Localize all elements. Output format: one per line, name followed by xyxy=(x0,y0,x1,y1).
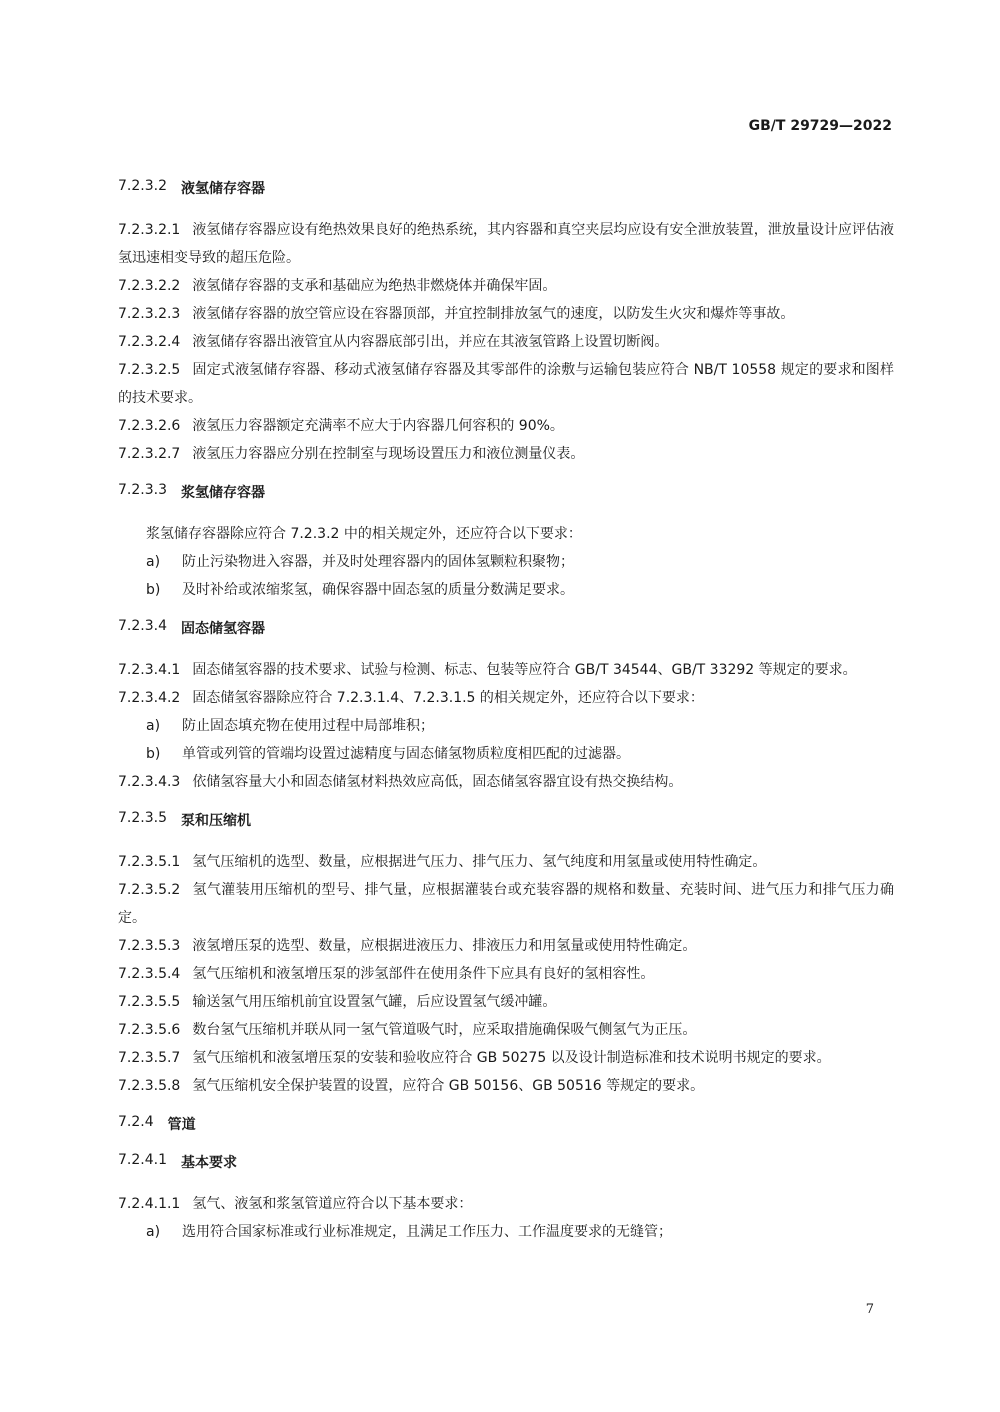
list-text: 单管或列管的管端均设置过滤精度与固态储氢物质粒度相匹配的过滤器。 xyxy=(182,746,630,762)
section-heading xyxy=(118,618,894,638)
section-number: 7.2.4.1 xyxy=(118,1152,167,1168)
clause xyxy=(118,1044,894,1072)
clause xyxy=(118,356,894,412)
section-title: 管道 xyxy=(167,1117,196,1133)
standard-code-header: GB/T 29729—2022 xyxy=(748,118,892,134)
clause xyxy=(118,656,894,684)
section-number: 7.2.3.4 xyxy=(118,618,167,634)
section-title: 基本要求 xyxy=(180,1155,237,1171)
document-body xyxy=(118,178,894,1246)
clause-text: 固态储氢容器的技术要求、试验与检测、标志、包装等应符合 GB/T 34544、GB/T 33292 等规定的要求。 xyxy=(192,662,857,678)
clause-number: 7.2.3.4.2 xyxy=(118,690,181,706)
clause-number: 7.2.3.5.2 xyxy=(118,882,181,898)
section-title: 泵和压缩机 xyxy=(180,813,251,829)
section-heading xyxy=(118,178,894,198)
clause-number: 7.2.3.2.4 xyxy=(118,334,181,350)
clause xyxy=(118,876,894,932)
clause-text: 液氢增压泵的选型、数量，应根据进液压力、排液压力和用氢量或使用特性确定。 xyxy=(192,938,697,954)
clause xyxy=(118,300,894,328)
list-text: 防止污染物进入容器，并及时处理容器内的固体氢颗粒积聚物； xyxy=(182,554,574,570)
section-title: 固态储氢容器 xyxy=(180,621,265,637)
clause-number: 7.2.3.2.6 xyxy=(118,418,181,434)
section-heading xyxy=(118,1152,894,1172)
list-item xyxy=(118,1218,894,1246)
clause-text: 氢气灌装用压缩机的型号、排气量，应根据灌装台或充装容器的规格和数量、充装时间、进气压力和排气压力确定。 xyxy=(118,882,894,926)
clause-text: 输送氢气用压缩机前宜设置氢气罐，后应设置氢气缓冲罐。 xyxy=(192,994,557,1010)
list-text: 及时补给或浓缩浆氢，确保容器中固态氢的质量分数满足要求。 xyxy=(182,582,574,598)
clause xyxy=(118,848,894,876)
clause-number: 7.2.4.1.1 xyxy=(118,1196,181,1212)
list-item xyxy=(118,548,894,576)
clause-number: 7.2.3.2.7 xyxy=(118,446,181,462)
list-marker: a) xyxy=(146,718,161,734)
list-marker: a) xyxy=(146,554,161,570)
clause-number: 7.2.3.2.3 xyxy=(118,306,181,322)
clause xyxy=(118,988,894,1016)
clause-number: 7.2.3.5.1 xyxy=(118,854,181,870)
clause xyxy=(118,768,894,796)
section-heading xyxy=(118,1114,894,1134)
section-heading xyxy=(118,482,894,502)
clause xyxy=(118,1072,894,1100)
clause-number: 7.2.3.2.5 xyxy=(118,362,181,378)
clause-number: 7.2.3.4.3 xyxy=(118,774,181,790)
clause-text: 氢气、液氢和浆氢管道应符合以下基本要求： xyxy=(192,1196,473,1212)
clause xyxy=(118,272,894,300)
clause xyxy=(118,932,894,960)
clause-text: 固态储氢容器除应符合 7.2.3.1.4、7.2.3.1.5 的相关规定外，还应符合以下要求： xyxy=(192,690,704,706)
clause-number: 7.2.3.4.1 xyxy=(118,662,181,678)
clause-text: 氢气压缩机和液氢增压泵的安装和验收应符合 GB 50275 以及设计制造标准和技术说明书规定的要求。 xyxy=(192,1050,831,1066)
list-item xyxy=(118,740,894,768)
clause xyxy=(118,412,894,440)
clause-number: 7.2.3.5.4 xyxy=(118,966,181,982)
section-number: 7.2.3.3 xyxy=(118,482,167,498)
list-text: 防止固态填充物在使用过程中局部堆积； xyxy=(182,718,434,734)
clause-text: 氢气压缩机的选型、数量，应根据进气压力、排气压力、氢气纯度和用氢量或使用特性确定。 xyxy=(192,854,767,870)
section-title: 液氢储存容器 xyxy=(180,181,265,197)
page-number: 7 xyxy=(865,1302,874,1317)
intro-paragraph: 浆氢储存容器除应符合 7.2.3.2 中的相关规定外，还应符合以下要求： xyxy=(146,526,582,542)
clause-text: 液氢压力容器应分别在控制室与现场设置压力和液位测量仪表。 xyxy=(192,446,585,462)
clause-text: 液氢储存容器的支承和基础应为绝热非燃烧体并确保牢固。 xyxy=(192,278,557,294)
section-title: 浆氢储存容器 xyxy=(180,485,265,501)
clause-text: 固定式液氢储存容器、移动式液氢储存容器及其零部件的涂敷与运输包装应符合 NB/T 10558 规定的要求和图样的技术要求。 xyxy=(118,362,894,406)
clause-text: 液氢压力容器额定充满率不应大于内容器几何容积的 90%。 xyxy=(192,418,564,434)
clause-number: 7.2.3.5.5 xyxy=(118,994,181,1010)
clause xyxy=(118,1190,894,1218)
clause-text: 数台氢气压缩机并联从同一氢气管道吸气时，应采取措施确保吸气侧氢气为正压。 xyxy=(192,1022,697,1038)
clause-text: 液氢储存容器应设有绝热效果良好的绝热系统，其内容器和真空夹层均应设有安全泄放装置，泄放量设计应评估液氢迅速相变导致的超压危险。 xyxy=(118,222,894,266)
clause-text: 氢气压缩机和液氢增压泵的涉氢部件在使用条件下应具有良好的氢相容性。 xyxy=(192,966,655,982)
list-marker: a) xyxy=(146,1224,161,1240)
section-number: 7.2.4 xyxy=(118,1114,154,1130)
list-item xyxy=(118,712,894,740)
section-number: 7.2.3.2 xyxy=(118,178,167,194)
clause-text: 氢气压缩机安全保护装置的设置，应符合 GB 50156、GB 50516 等规定的要求。 xyxy=(192,1078,705,1094)
list-marker: b) xyxy=(146,582,161,598)
clause-text: 液氢储存容器出液管宜从内容器底部引出，并应在其液氢管路上设置切断阀。 xyxy=(192,334,669,350)
clause xyxy=(118,960,894,988)
clause-number: 7.2.3.5.8 xyxy=(118,1078,181,1094)
clause-text: 液氢储存容器的放空管应设在容器顶部，并宜控制排放氢气的速度，以防发生火灾和爆炸等事故。 xyxy=(192,306,795,322)
list-marker: b) xyxy=(146,746,161,762)
clause xyxy=(118,216,894,272)
clause-number: 7.2.3.2.2 xyxy=(118,278,181,294)
clause xyxy=(118,440,894,468)
clause-text: 依储氢容量大小和固态储氢材料热效应高低，固态储氢容器宜设有热交换结构。 xyxy=(192,774,683,790)
clause-number: 7.2.3.2.1 xyxy=(118,222,181,238)
clause xyxy=(118,684,894,712)
clause xyxy=(118,328,894,356)
clause-number: 7.2.3.5.3 xyxy=(118,938,181,954)
clause xyxy=(118,1016,894,1044)
list-item xyxy=(118,576,894,604)
clause-number: 7.2.3.5.6 xyxy=(118,1022,181,1038)
section-heading xyxy=(118,810,894,830)
clause-number: 7.2.3.5.7 xyxy=(118,1050,181,1066)
list-text: 选用符合国家标准或行业标准规定，且满足工作压力、工作温度要求的无缝管； xyxy=(182,1224,672,1240)
section-number: 7.2.3.5 xyxy=(118,810,167,826)
